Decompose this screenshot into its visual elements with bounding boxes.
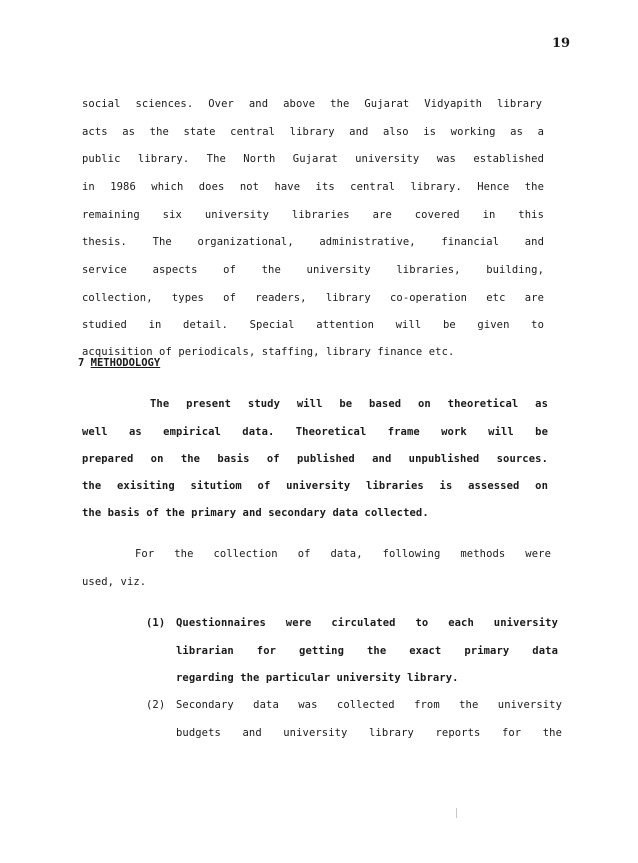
- page-number: 19: [552, 36, 571, 51]
- text-line: the basis of the primary and secondary data collected.: [82, 507, 429, 519]
- text-line: remaining six university libraries are covered in this: [82, 209, 544, 221]
- text-line: in 1986 which does not have its central library. Hence the: [82, 181, 544, 193]
- text-line: regarding the particular university library.: [176, 672, 459, 684]
- text-line: acquisition of periodicals, staffing, library finance etc.: [82, 346, 455, 358]
- text-line: collection, types of readers, library co-operation etc are: [82, 292, 544, 304]
- text-line: The present study will be based on theoretical as: [150, 398, 548, 410]
- scan-mark: [456, 808, 457, 818]
- text-line: acts as the state central library and also is working as a: [82, 126, 544, 138]
- text-line: used, viz.: [82, 576, 147, 588]
- text-line: budgets and university library reports for the: [176, 727, 562, 739]
- text-line: public library. The North Gujarat university was established: [82, 153, 544, 165]
- text-line: Secondary data was collected from the university: [176, 699, 562, 711]
- text-line: Questionnaires were circulated to each university: [176, 617, 558, 629]
- section-heading: [78, 357, 160, 369]
- text-line: studied in detail. Special attention will be given to: [82, 319, 544, 331]
- text-line: social sciences. Over and above the Gujarat Vidyapith library: [82, 98, 542, 110]
- text-line: For the collection of data, following methods were: [135, 548, 551, 560]
- text-line: the exisiting situtiom of university libraries is assessed on: [82, 480, 548, 492]
- section-number: 7: [78, 357, 85, 369]
- text-line: thesis. The organizational, administrative, financial and: [82, 236, 544, 248]
- list-marker: (2): [146, 699, 166, 711]
- text-line: well as empirical data. Theoretical frame work will be: [82, 426, 548, 438]
- list-marker: (1): [146, 617, 166, 629]
- text-line: librarian for getting the exact primary data: [176, 645, 558, 657]
- text-line: prepared on the basis of published and unpublished sources.: [82, 453, 548, 465]
- section-title: METHODOLOGY: [90, 357, 161, 369]
- text-line: service aspects of the university libraries, building,: [82, 264, 544, 276]
